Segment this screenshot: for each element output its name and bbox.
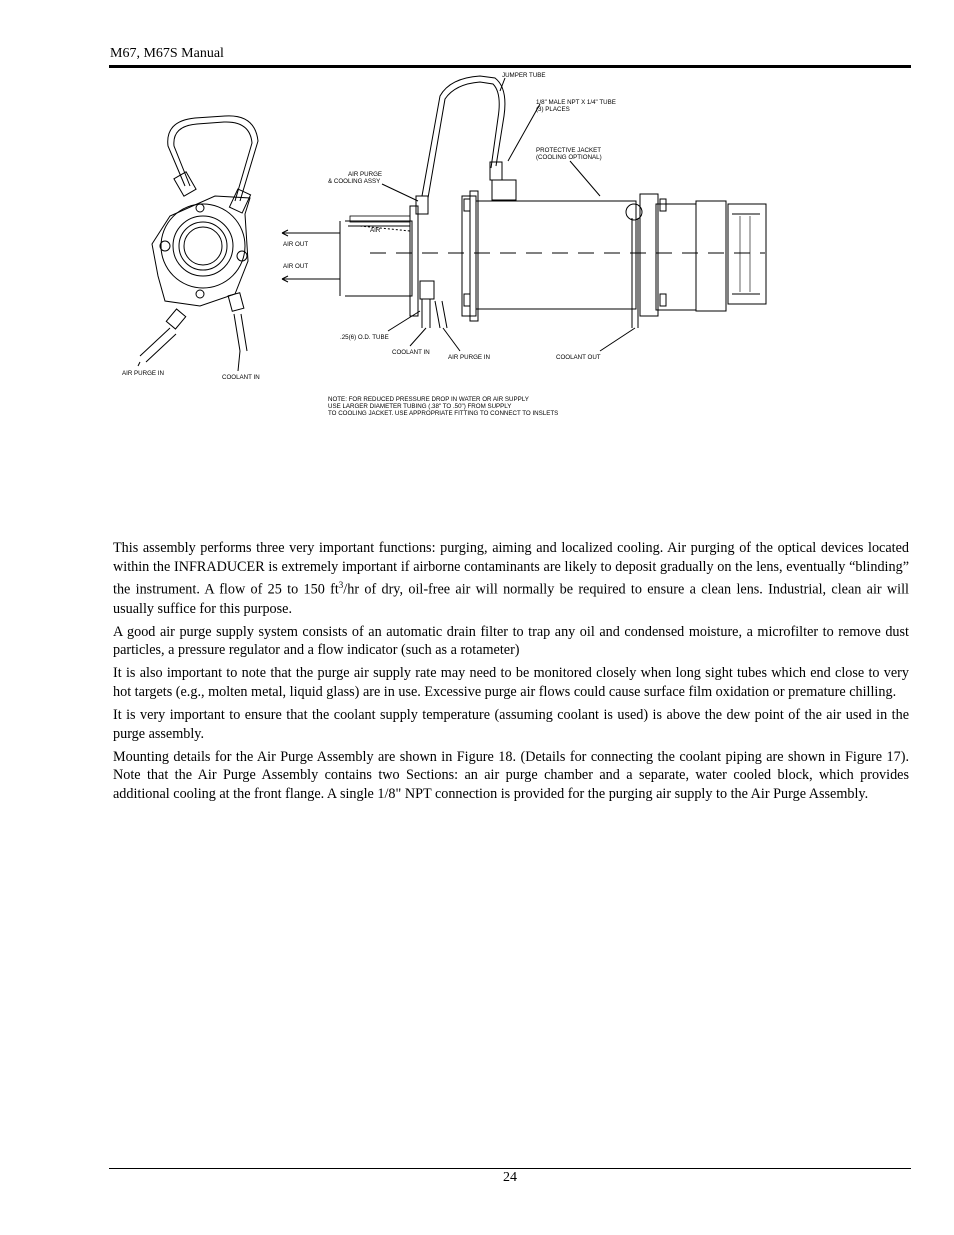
- label-assy-line2: & COOLING ASSY: [328, 178, 381, 185]
- label-air: AIR: [370, 227, 381, 234]
- label-air-purge-in-front: AIR PURGE IN: [122, 370, 164, 377]
- paragraph-supply-system: A good air purge supply system consists of an automatic drain filter to trap any oil and condensed moisture, a microfilter to remove dust particles, a pressure regulator and a flow indicator (such as a rotameter): [113, 623, 909, 659]
- label-assy-line1: AIR PURGE: [348, 171, 383, 178]
- note-line1: NOTE: FOR REDUCED PRESSURE DROP IN WATER OR AIR SUPPLY: [328, 396, 529, 403]
- front-view: [138, 116, 258, 371]
- label-npt-line2: (3) PLACES: [536, 106, 570, 113]
- note-line2: USE LARGER DIAMETER TUBING (.38" TO .50") FROM SUPPLY: [328, 403, 512, 410]
- paragraph-1-text-end: /hr of dry, oil-free air will normally be required to ensure a clean lens. Industrial, clean air will usually suffice for this purpose.: [113, 581, 910, 617]
- body-text: [113, 539, 909, 808]
- note-line3: TO COOLING JACKET. USE APPROPRIATE FITTING TO CONNECT TO INSLETS: [328, 410, 559, 417]
- paragraph-1-text: This assembly performs three very important functions: purging, aiming and localized cooling. Air purging of the optical devices located within the INFRADUCER is extremely important if airborne contaminants are likely to deposit gradually on the lens, eventually “blinding” the instrument. A flow of 25 to 150 ft: [113, 540, 909, 598]
- paragraph-purging-functions: [113, 539, 909, 618]
- label-coolant-in-side: COOLANT IN: [392, 349, 430, 356]
- label-od-tube: .25(6) O.D. TUBE: [340, 334, 389, 341]
- label-air-out-1: AIR OUT: [283, 241, 309, 248]
- side-view: [282, 76, 766, 351]
- label-jumper-tube: JUMPER TUBE: [502, 72, 546, 79]
- paragraph-dew-point: It is very important to ensure that the coolant supply temperature (assuming coolant is used) is above the dew point of the air used in the purge assembly.: [113, 706, 909, 742]
- label-air-out-2: AIR OUT: [283, 263, 309, 270]
- label-coolant-in-front: COOLANT IN: [222, 374, 260, 381]
- paragraph-mounting-details: Mounting details for the Air Purge Assembly are shown in Figure 18. (Details for connecting the coolant piping are shown in Figure 17). Note that the Air Purge Assembly contains two Sections: an air purge chamber and a separate, water cooled block, which provides additional cooling at the front flange. A single 1/8" NPT connection is provided for the purging air supply to the Air Purge Assembly.: [113, 748, 909, 802]
- footer-rule: [109, 1168, 911, 1169]
- label-jacket-line2: (COOLING OPTIONAL): [536, 154, 602, 161]
- air-purge-assembly-drawing: [100, 66, 800, 426]
- paragraph-supply-rate: It is also important to note that the purge air supply rate may need to be monitored closely when long sight tubes which end close to very hot targets (e.g., molten metal, liquid glass) are in use. Excessive purge air flows could cause surface film oxidation or premature chilling.: [113, 665, 909, 700]
- label-air-purge-in-side: AIR PURGE IN: [448, 354, 490, 361]
- page-number: 24: [503, 1170, 517, 1185]
- label-npt-line1: 1/8" MALE NPT X 1/4" TUBE: [536, 99, 616, 106]
- running-header-title: M67, M67S Manual: [110, 46, 224, 61]
- label-coolant-out: COOLANT OUT: [556, 354, 601, 361]
- label-jacket-line1: PROTECTIVE JACKET: [536, 147, 601, 154]
- superscript-cubed: 3: [338, 580, 344, 591]
